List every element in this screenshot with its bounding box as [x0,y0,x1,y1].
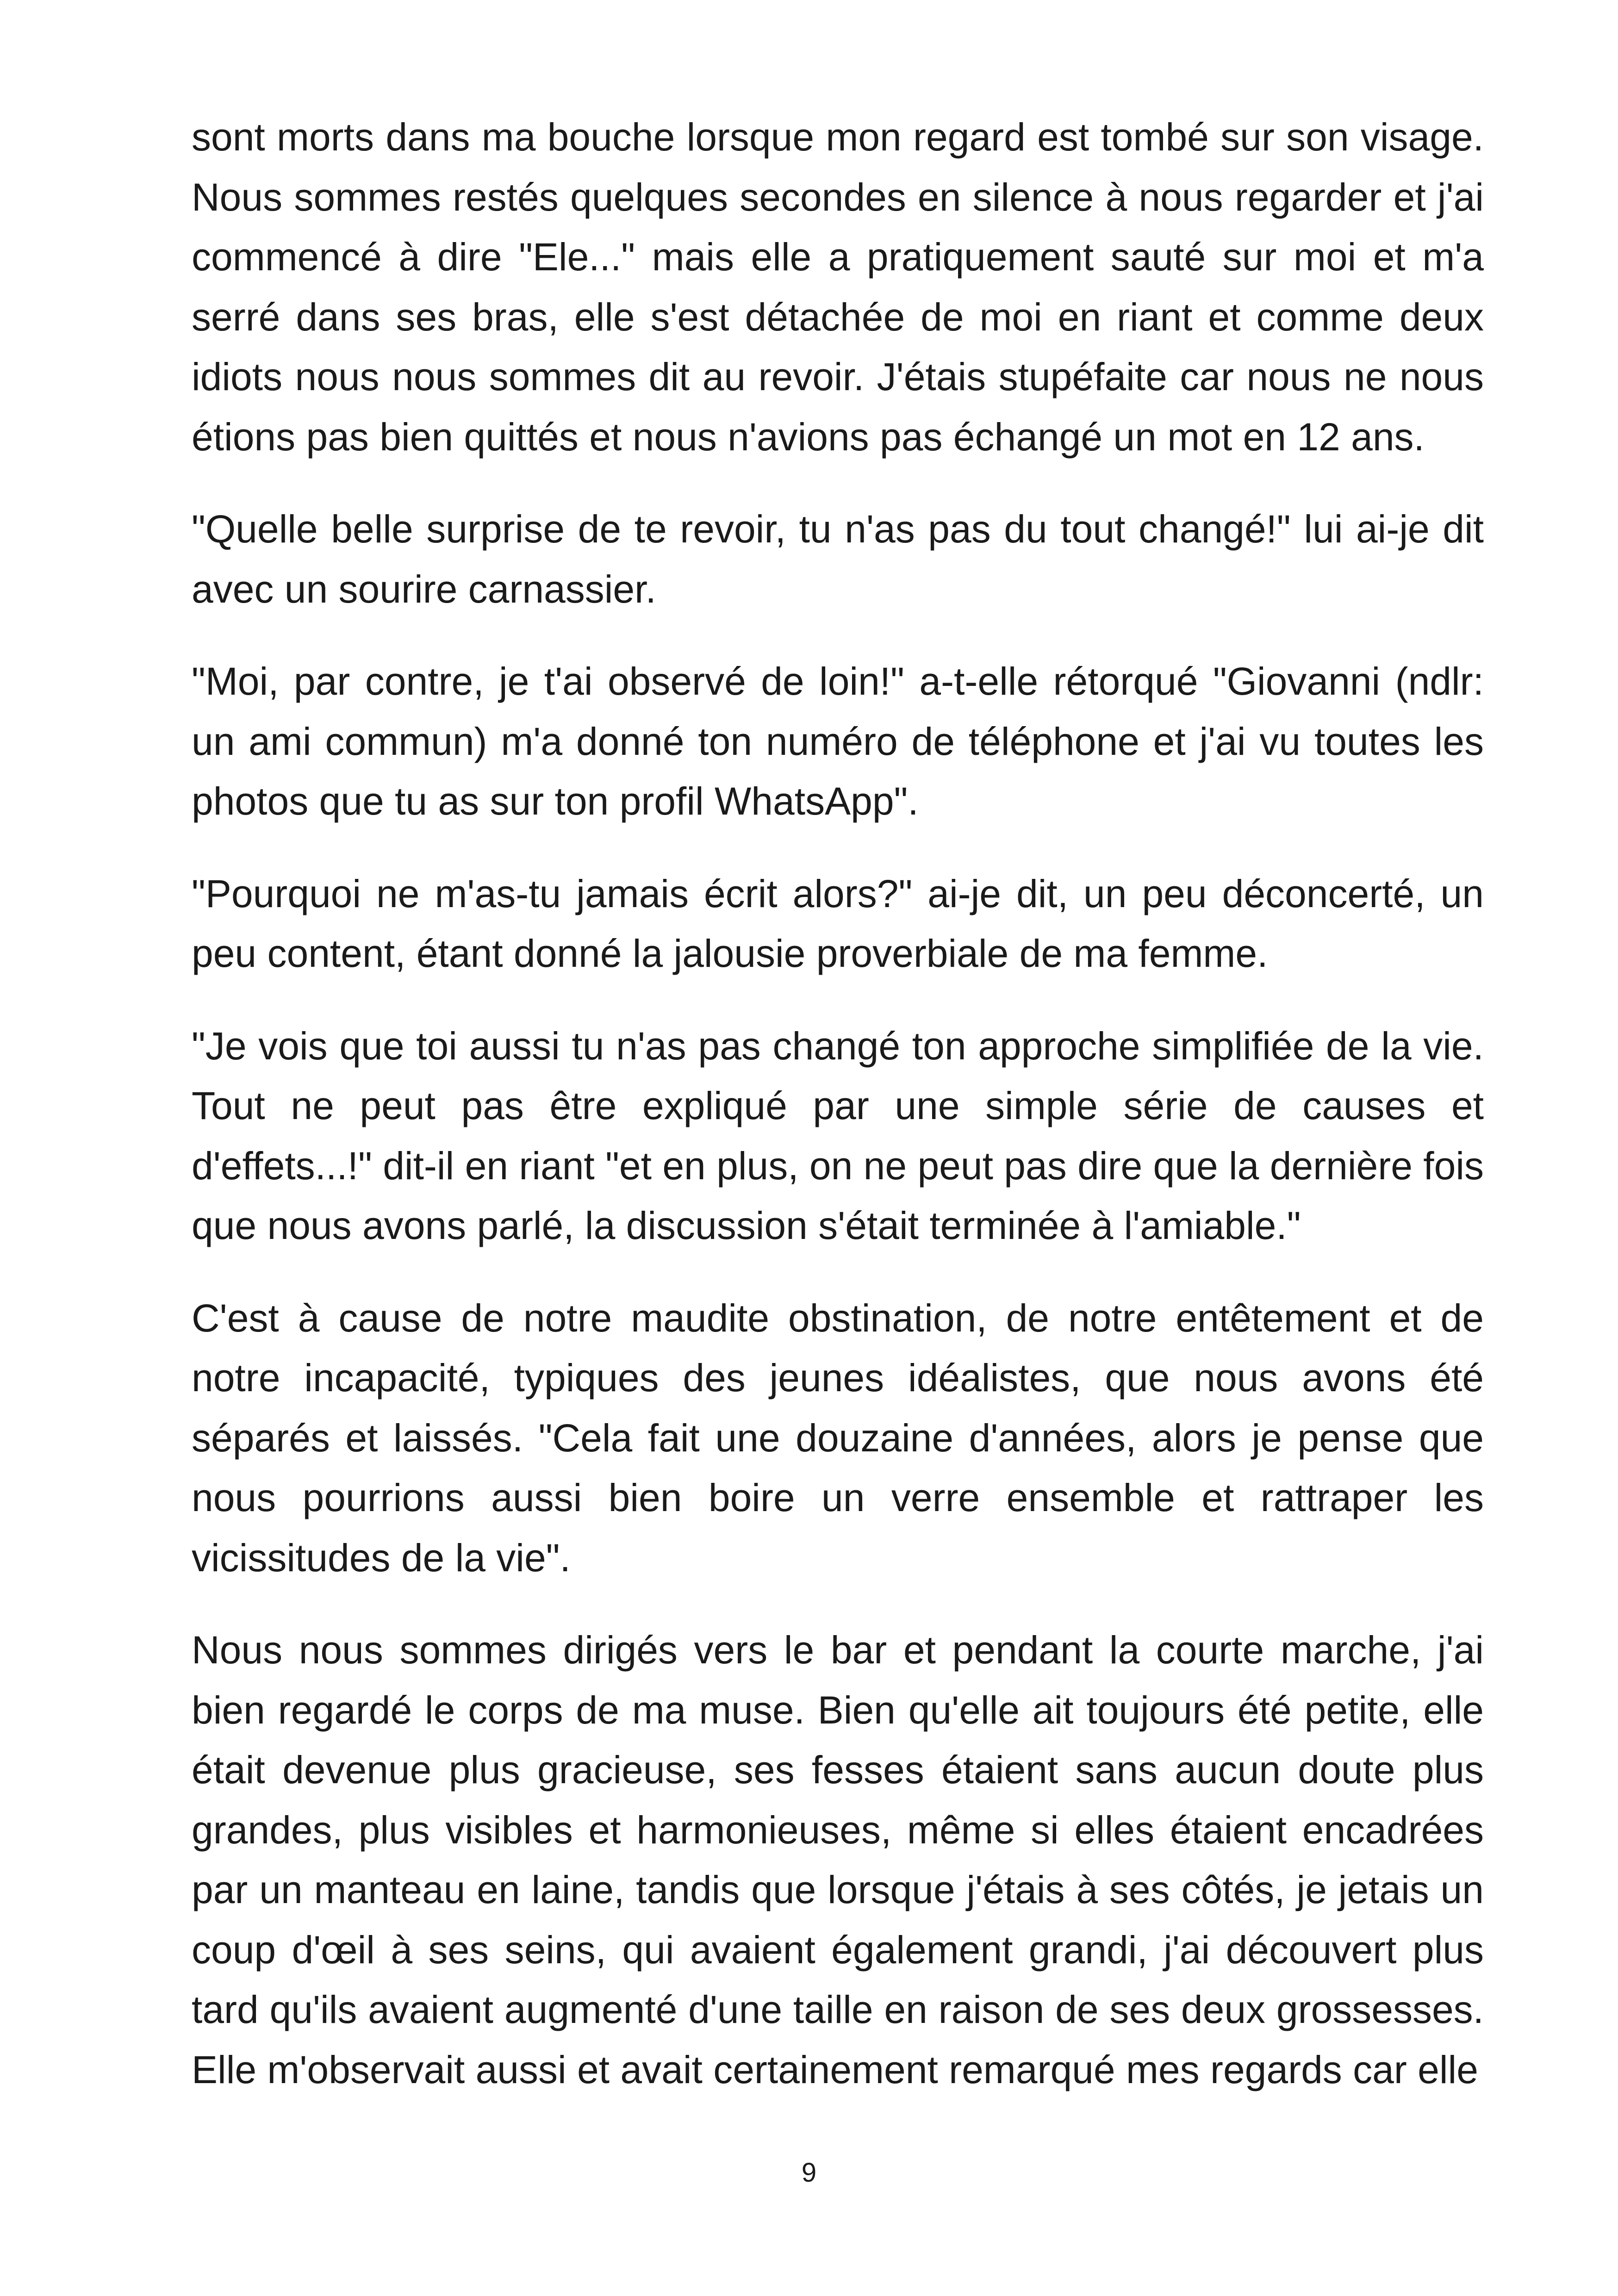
paragraph-3: "Moi, par contre, je t'ai observé de loin!" a-t-elle rétorqué "Giovanni (ndlr: un ami commun) m'a donné ton numéro de téléphone et j'ai vu toutes les photos que tu as sur ton profil WhatsApp". [192,660,1484,823]
paragraph-2: "Quelle belle surprise de te revoir, tu n'as pas du tout changé!" lui ai-je dit avec un sourire carnassier. [192,507,1484,611]
page-body [192,107,1484,2132]
page-number: 9 [801,2158,817,2188]
paragraph-6: C'est à cause de notre maudite obstination, de notre entêtement et de notre incapacité, typiques des jeunes idéalistes, que nous avons été séparés et laissés. "Cela fait une douzaine d'années, alors je pense que nous pourrions aussi bien boire un verre ensemble et rattraper les vicissitudes de la vie". [192,1296,1484,1580]
paragraph-5: "Je vois que toi aussi tu n'as pas changé ton approche simplifiée de la vie. Tout ne peut pas être expliqué par une simple série de causes et d'effets...!" dit-il en riant "et en plus, on ne peut pas dire que la dernière fois que nous avons parlé, la discussion s'était terminée à l'amiable." [192,1024,1484,1247]
paragraph-4: "Pourquoi ne m'as-tu jamais écrit alors?" ai-je dit, un peu déconcerté, un peu content, étant donné la jalousie proverbiale de ma femme. [192,871,1484,975]
paragraph-7: Nous nous sommes dirigés vers le bar et pendant la courte marche, j'ai bien regardé le corps de ma muse. Bien qu'elle ait toujours été petite, elle était devenue plus gracieuse, ses fesses étaient sans aucun doute plus grandes, plus visibles et harmonieuses, même si elles étaient encadrées par un manteau en laine, tandis que lorsque j'étais à ses côtés, je jetais un coup d'œil à ses seins, qui avaient également grandi, j'ai découvert plus tard qu'ils avaient augmenté d'une taille en raison de ses deux grossesses. Elle m'observait aussi et avait certainement remarqué mes regards car elle [192,1628,1484,2091]
paragraph-1: sont morts dans ma bouche lorsque mon regard est tombé sur son visage. Nous sommes restés quelques secondes en silence à nous regarder et j'ai commencé à dire "Ele..." mais elle a pratiquement sauté sur moi et m'a serré dans ses bras, elle s'est détachée de moi en riant et comme deux idiots nous nous sommes dit au revoir. J'étais stupéfaite car nous ne nous étions pas bien quittés et nous n'avions pas échangé un mot en 12 ans. [192,115,1484,459]
